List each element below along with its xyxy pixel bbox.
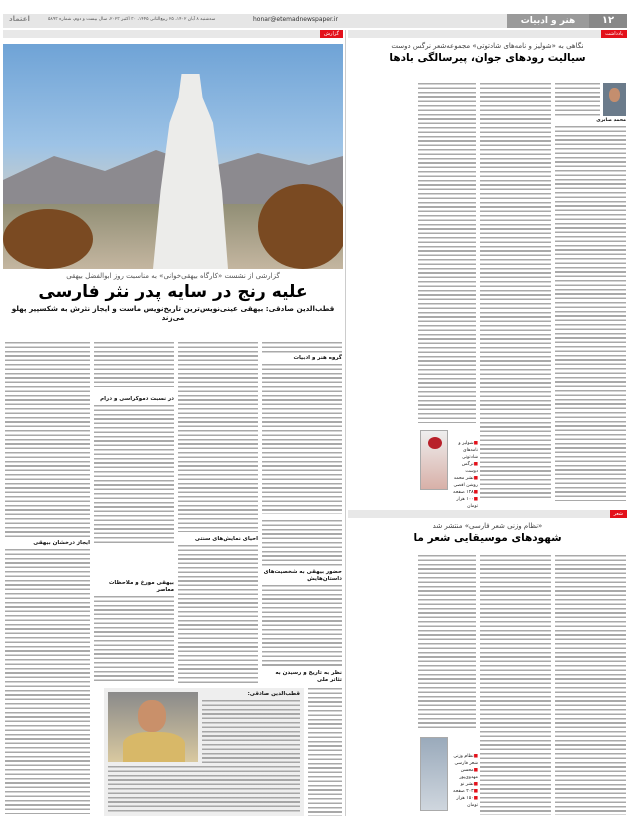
book-publisher: ■نشر محمد روشن اقصی: [453, 476, 478, 488]
text-column: [308, 688, 342, 816]
text-column: [94, 405, 174, 545]
text-column: [480, 83, 551, 501]
report-kicker: گزارشی از نشست «کارگاه بیهقی‌خوانی» به مناسبت روز ابوالفضل بیهقی: [66, 272, 280, 280]
author-name: محمد صابری: [555, 118, 626, 125]
text-column: [262, 342, 342, 355]
subhead: ایجاز درخشان بیهقی: [5, 540, 90, 547]
subhead: احیای نمایش‌های سنتی: [178, 536, 258, 543]
bayhaqi-statue: [153, 74, 228, 269]
subhead: بیهقی مورخ و ملاحظات معاصر: [94, 580, 174, 593]
text-column: [418, 555, 476, 730]
report-tag: گزارش: [320, 30, 343, 38]
quote-box: [104, 688, 304, 816]
tree: [3, 209, 93, 269]
text-column: [94, 596, 174, 682]
text-column: [418, 83, 476, 423]
subhead: در نسبت دموکراسی و درام: [94, 396, 174, 403]
text-column: [178, 342, 258, 532]
book-price: ■۱۵۰ هزار تومان: [456, 796, 478, 808]
book-cover: [420, 737, 448, 811]
text-column: [555, 555, 626, 815]
book-price: ■۱۰۰ هزار تومان: [456, 497, 478, 509]
book-pages: ■۲۰۳ صفحه: [453, 789, 478, 794]
section-email[interactable]: honar@etemadnewspaper.ir: [253, 16, 338, 23]
author-photo: [603, 83, 626, 116]
note-kicker: نگاهی به «شولیز و نامه‌های شادتوتی» مجموعه‌شعر نرگس دوست: [391, 42, 584, 50]
text-column: [5, 342, 90, 537]
report-subheadline: قطب‌الدین صادقی: بیهقی عینی‌نویس‌ترین تاریخ‌نویس ماست و ایجاز نثرش به شکسپیر پهلو می‌زند: [11, 304, 335, 322]
poetry-kicker: «نظام وزنی شعر فارسی» منتشر شد: [432, 522, 543, 530]
poetry-headline: شهودهای موسیقایی شعر ما: [413, 532, 562, 544]
report-byline: گروه هنر و ادبیات: [262, 355, 342, 362]
note-tag: یادداشت: [601, 30, 627, 38]
text-column: [202, 700, 300, 764]
tree: [258, 184, 343, 269]
text-column: [555, 83, 600, 116]
poetry-label-bar: [348, 510, 627, 518]
text-column: [262, 364, 342, 514]
quote-speaker: قطب‌الدین صادقی:: [247, 691, 300, 697]
book-title: ■شولیز و نامه‌های شادتوتی: [458, 441, 478, 460]
text-column: [262, 520, 342, 566]
book-author: ■نرگس دوست: [461, 462, 478, 474]
book-info: [418, 735, 478, 815]
book-title: ■نظام وزنی شعر فارسی: [453, 754, 478, 766]
text-column: [5, 549, 90, 814]
column-divider: [345, 30, 346, 816]
newspaper-logo: اعتماد: [9, 15, 30, 23]
subhead: حضور بیهقی به شخصیت‌های داستان‌هایش: [263, 569, 342, 582]
book-info: [418, 425, 478, 509]
poetry-tag: شعر: [610, 510, 627, 518]
statue-photo: [3, 44, 343, 269]
page-header: [3, 14, 627, 28]
book-pages: ■۱۲۸ صفحه: [453, 490, 478, 495]
page-number: ۱۲: [589, 14, 627, 28]
text-column: [178, 545, 258, 683]
text-column: [108, 766, 300, 812]
note-headline: سیالیت رودهای جوان، پیرسالگی بادها: [389, 52, 586, 64]
speaker-photo: [108, 692, 198, 762]
section-title: هنر و ادبیات: [507, 14, 589, 28]
subhead: نظر به تاریخ و رسیدن به تئاتر ملی: [262, 670, 342, 683]
report-label-bar: [3, 30, 343, 38]
dateline: سه‌شنبه ۸ آبان ۱۴۰۲، ۲۵ ربیع‌الثانی ۱۴۴۵، ۳۰ اکتبر ۲۰۲۳، سال بیست و دوم، شماره ۵۸۹۳: [48, 17, 216, 22]
book-cover: [420, 430, 448, 490]
text-column: [480, 555, 551, 815]
book-author: ■محسن مهدوی‌پور: [459, 768, 478, 780]
report-headline: علیه رنج در سایه پدر نثر فارسی: [38, 282, 308, 302]
text-column: [262, 585, 342, 667]
text-column: [94, 342, 174, 387]
text-column: [555, 126, 626, 501]
note-label-bar: [348, 30, 627, 38]
book-publisher: ■نشر نو: [460, 782, 478, 787]
